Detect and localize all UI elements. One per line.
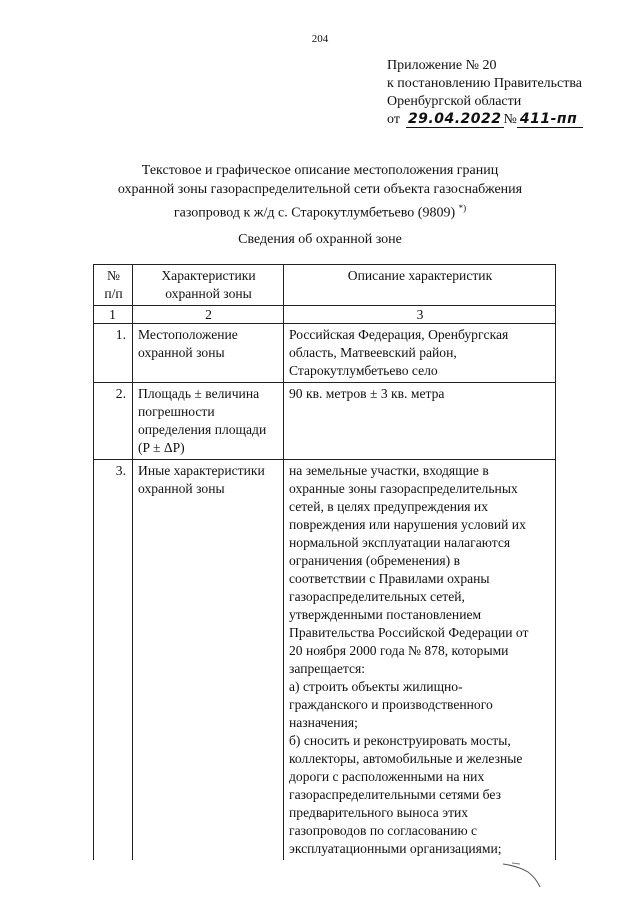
row-1-desc-line: Российская Федерация, Оренбургская — [289, 327, 509, 342]
handwritten-number: 411-пп — [517, 111, 583, 128]
row-2-char-line: погрешности — [138, 404, 215, 419]
row-1-char-line: охранной зоны — [138, 345, 225, 360]
row-2-char-line: Площадь ± величина — [138, 386, 260, 401]
row-3-desc-line: повреждения или нарушения условий их — [289, 517, 526, 532]
page-number: 204 — [311, 33, 329, 45]
footnote-mark: *) — [458, 203, 467, 213]
from-label: от — [387, 112, 400, 127]
section-subtitle: Сведения об охранной зоне — [238, 232, 402, 247]
row-3-desc-line: сетей, в целях предупреждения их — [289, 499, 488, 514]
row-3-desc-line: охранные зоны газораспределительных — [289, 481, 518, 496]
title-line-1: Текстовое и графическое описание местоположения границ — [141, 163, 499, 178]
row-3-char-line: Иные характеристики — [138, 463, 265, 478]
row-2-char-line: (P ± ΔP) — [138, 440, 185, 455]
row-3-desc-line: а) строить объекты жилищно- — [289, 679, 463, 694]
row-3-desc-line: соответствии с Правилами охраны — [289, 571, 490, 586]
handwritten-date: 29.04.2022 — [407, 111, 502, 127]
table-row — [94, 460, 556, 861]
header-char-line-1: Характеристики — [161, 268, 256, 283]
row-3-desc-line: б) сносить и реконструировать мосты, — [289, 733, 511, 748]
row-3-num: 3. — [94, 460, 133, 861]
column-number-row — [94, 306, 556, 324]
row-3-desc-line: гражданского и производственного — [289, 697, 493, 712]
row-3-desc-line: на земельные участки, входящие в — [289, 463, 489, 478]
row-1-desc-line: Старокутлумбетьево село — [289, 363, 438, 378]
row-3-desc-line: дороги с расположенными на них — [289, 769, 485, 784]
header-num — [94, 265, 133, 306]
pen-mark — [500, 860, 550, 890]
row-1-desc-line: область, Матвеевский район, — [289, 345, 457, 360]
row-2-characteristic — [133, 383, 284, 460]
column-number-1: 1 — [94, 306, 133, 324]
header-description: Описание характеристик — [284, 265, 556, 306]
appendix-date-line — [387, 111, 583, 129]
row-1-description — [284, 324, 556, 383]
title-line-3 — [0, 199, 640, 223]
row-2-description — [284, 383, 556, 460]
row-3-desc-line: газопроводов по согласованию с — [289, 823, 478, 838]
row-3-desc-line: газораспределительных сетей, — [289, 589, 465, 604]
table-row — [94, 324, 556, 383]
row-3-desc-line: запрещается: — [289, 661, 366, 676]
row-2-num: 2. — [94, 383, 133, 460]
appendix-block — [387, 57, 583, 129]
row-2-char-line: определения площади — [138, 422, 267, 437]
row-3-desc-line: коллекторы, автомобильные и железные — [289, 751, 523, 766]
column-number-3: 3 — [284, 306, 556, 324]
table-header-row — [94, 265, 556, 306]
row-3-desc-line: ограничения (обременения) в — [289, 553, 460, 568]
row-3-char-line: охранной зоны — [138, 481, 225, 496]
protection-zone-table — [93, 264, 556, 860]
row-3-desc-line: назначения; — [289, 715, 358, 730]
row-1-num: 1. — [94, 324, 133, 383]
column-number-2: 2 — [133, 306, 284, 324]
row-3-desc-line: эксплуатационными организациями; — [289, 841, 502, 856]
appendix-line-3: Оренбургской области — [387, 94, 522, 109]
title-line-2: охранной зоны газораспределительной сети объекта газоснабжения — [117, 182, 523, 197]
row-3-desc-line: Правительства Российской Федерации от — [289, 625, 529, 640]
title-line-3-text: газопровод к ж/д с. Старокутлумбетьево (9809) — [173, 205, 456, 221]
appendix-line-1: Приложение № 20 — [387, 58, 497, 73]
header-num-line-1: № — [107, 268, 120, 283]
header-characteristics — [133, 265, 284, 306]
row-1-characteristic — [133, 324, 284, 383]
row-3-desc-line: нормальной эксплуатации налагаются — [289, 535, 511, 550]
row-3-description — [284, 460, 556, 861]
row-3-desc-line: газораспределительными сетями без — [289, 787, 501, 802]
row-3-characteristic — [133, 460, 284, 861]
row-2-desc-line: 90 кв. метров ± 3 кв. метра — [289, 386, 445, 401]
appendix-line-2: к постановлению Правительства — [387, 76, 583, 91]
table-row — [94, 383, 556, 460]
row-1-char-line: Местоположение — [138, 327, 238, 342]
number-label: № — [503, 112, 517, 127]
header-char-line-2: охранной зоны — [165, 286, 252, 301]
row-3-desc-line: утвержденными постановлением — [289, 607, 482, 622]
row-3-desc-line: предварительного выноса этих — [289, 805, 469, 820]
document-title — [0, 161, 640, 223]
header-num-line-2: п/п — [104, 286, 123, 301]
row-3-desc-line: 20 ноября 2000 года № 878, которыми — [289, 643, 509, 658]
